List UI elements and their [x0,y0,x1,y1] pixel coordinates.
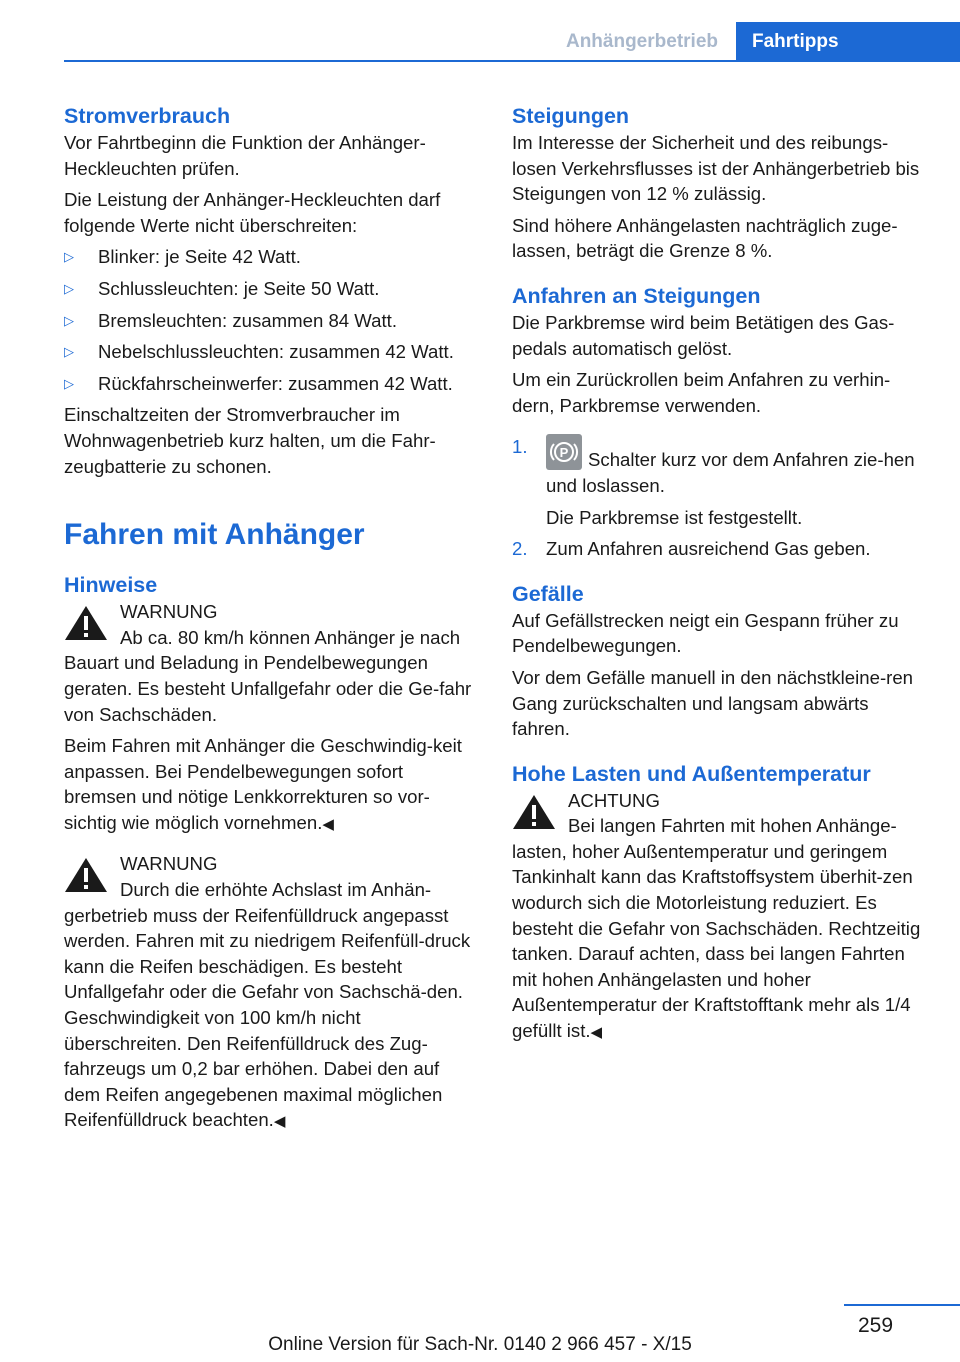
caution-block [512,788,928,1046]
paragraph: Die Leistung der Anhänger-Heckleuchten darf folgende Werte nicht überschreiten: [64,189,441,236]
list-item-text: Bremsleuchten: zusammen 84 Watt. [98,309,397,331]
heading-hinweise: Hinweise [64,573,158,598]
warning-label: WARNUNG [120,853,218,875]
footer-online-version: Online Version für Sach-Nr. 0140 2 966 457 - X/15 [268,1334,692,1355]
page-number-rule [844,1304,960,1306]
list-item-text: Nebelschlussleuchten: zusammen 42 Watt. [98,341,454,363]
bullet-list [64,244,480,396]
right-column [512,102,928,1052]
paragraph: Sind höhere Anhängelasten nachträglich zuge‐lassen, beträgt die Grenze 8 %. [512,214,898,262]
list-item-text: Schalter kurz vor dem Anfahren zie‐hen und loslassen. [546,449,915,496]
heading-gefaelle: Gefälle [512,581,584,606]
end-mark-icon: ◀ [273,1113,286,1131]
list-item [64,276,480,302]
warning-triangle-icon [64,857,108,893]
heading-steigungen: Steigungen [512,104,630,128]
heading-stromverbrauch: Stromverbrauch [64,104,231,128]
paragraph: Auf Gefällstrecken neigt ein Gespann früher zu Pendelbewegungen. [512,609,899,657]
caution-label: ACHTUNG [568,789,660,811]
list-item [512,536,928,562]
warning-text-body: Ab ca. 80 km/h können Anhänger je nach Bauart und Beladung in Pendelbewegungen geraten. Es besteht Unfallgefahr oder die Ge‐fahr von Sachschäden. [64,626,472,725]
list-item-subtext: Die Parkbremse ist festgestellt. [546,506,803,528]
warning-text [64,625,480,727]
warning-label: WARNUNG [120,601,218,623]
warning-triangle-icon [64,605,108,641]
triangle-right-icon: ▷ [64,312,74,328]
step-number: 1. [512,436,528,458]
warning-block [64,599,480,837]
step-number: 2. [512,538,528,560]
list-item [64,308,480,334]
triangle-right-icon: ▷ [64,249,74,265]
list-item-text: Zum Anfahren ausreichend Gas geben. [546,538,871,560]
list-item [512,434,928,530]
warning-triangle-icon [512,794,556,830]
page-number: 259 [858,1314,894,1337]
warning-text-body: Beim Fahren mit Anhänger die Geschwindig‐keit anpassen. Bei Pendelbewegungen sofort bremsen und nötige Lenkkorrekturen so vor‐sichtig wie möglich vornehmen. [64,735,462,833]
end-mark-icon: ◀ [590,1024,603,1042]
warning-block [64,851,480,1135]
warning-text [64,733,480,837]
parking-brake-icon [546,434,582,470]
warning-text [64,877,480,1135]
list-item-text: Rückfahrscheinwerfer: zusammen 42 Watt. [98,372,453,394]
end-mark-icon: ◀ [322,815,334,833]
warning-text-body: Durch die erhöhte Achslast im Anhän‐gerbetrieb muss der Reifenfülldruck angepasst werden. Fahren mit zu niedrigem Reifenfüll‐druck kann die Reifen beschädigen. Es besteht Unfallgefahr oder die Gefahr von Sachschä‐den. Geschwindigkeit von 100 km/h nicht überschreiten. Den Reifenfülldruck des Zug‐fahrzeugs um 0,2 bar erhöhen. Dabei den auf dem Reifen angegebenen maximal möglichen Reifenfülldruck beachten. [64,879,471,1131]
left-column [64,102,480,1141]
list-item [64,244,480,270]
paragraph: Die Parkbremse wird beim Betätigen des Gas‐pedals automatisch gelöst. [512,311,895,359]
list-item-text: Schlussleuchten: je Seite 50 Watt. [98,277,380,299]
section-title-fahren-mit-anhaenger: Fahren mit Anhänger [64,518,365,552]
list-item [64,371,480,397]
paragraph: Vor dem Gefälle manuell in den nächstkleine‐ren Gang zurückschalten und langsam abwärts fahren. [512,666,914,740]
caution-text-body: Bei langen Fahrten mit hohen Anhänge‐lasten, hoher Außentemperatur und geringem Tankinhalt kann das Kraftstoffsystem überhit‐zen wodurch sich die Motorleistung reduziert. Es besteht die Gefahr von Sachschäden. Rechtzeitig tanken. Darauf achten, dass bei langen Fahrten mit hohen Anhängelasten und hoher Außentemperatur der Kraftstofftank mehr als 1/4 gefüllt ist. [512,815,921,1042]
paragraph: Im Interesse der Sicherheit und des reibungs‐losen Verkehrsflusses ist der Anhängerbetrieb bis Steigungen von 12 % zulässig. [512,132,920,205]
paragraph: Vor Fahrtbeginn die Funktion der Anhänger‐Heckleuchten prüfen. [64,132,426,179]
paragraph: Einschaltzeiten der Stromverbraucher im Wohnwagenbetrieb kurz halten, um die Fahr‐zeugbatterie zu schonen. [64,404,436,477]
triangle-right-icon: ▷ [64,375,74,391]
page-header [64,22,960,62]
paragraph: Um ein Zurückrollen beim Anfahren zu verhin‐dern, Parkbremse verwenden. [512,369,891,416]
svg-text:P: P [559,445,569,461]
list-item [64,339,480,365]
heading-anfahren-an-steigungen: Anfahren an Steigungen [512,283,761,308]
header-tab-anhaengerbetrieb[interactable]: Anhängerbetrieb [565,31,718,52]
triangle-right-icon: ▷ [64,344,74,360]
triangle-right-icon: ▷ [64,280,74,296]
header-tab-fahrtipps[interactable]: Fahrtipps [736,22,960,62]
list-item-text: Blinker: je Seite 42 Watt. [98,246,301,268]
numbered-list [512,434,928,561]
caution-text [512,813,928,1045]
heading-hohe-lasten: Hohe Lasten und Außentemperatur [512,761,871,786]
